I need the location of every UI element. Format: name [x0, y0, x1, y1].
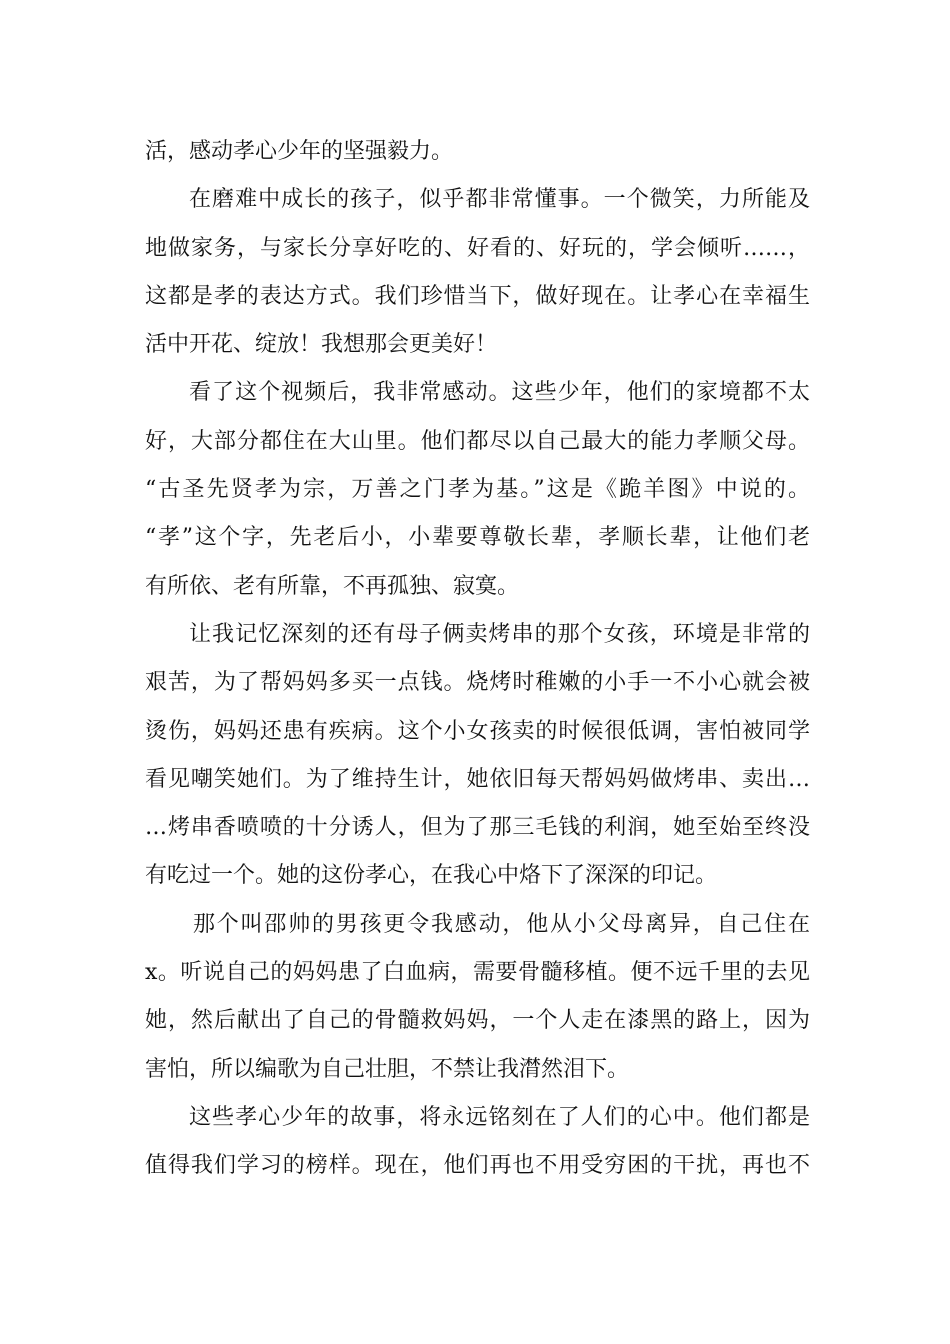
text-line: 有所依、老有所靠，不再孤独、寂寞。	[145, 573, 520, 599]
text-line: 活，感动孝心少年的坚强毅力。	[145, 139, 454, 164]
text-line: 地做家务，与家长分享好吃的、好看的、好玩的，学会倾听……，	[145, 235, 810, 261]
text-line: 这些孝心少年的故事，将永远铭刻在了人们的心中。他们都是	[189, 1104, 810, 1130]
text-line: 烫伤，妈妈还患有疾病。这个小女孩卖的时候很低调，害怕被同学	[145, 718, 810, 744]
text-line: 艰苦，为了帮妈妈多买一点钱。烧烤时稚嫩的小手一不小心就会被	[145, 670, 810, 696]
text-line: 活中开花、绽放！我想那会更美好！	[145, 332, 498, 358]
text-line: 好，大部分都住在大山里。他们都尽以自己最大的能力孝顺父母。	[145, 428, 810, 454]
text-line: 看了这个视频后，我非常感动。这些少年，他们的家境都不太	[189, 380, 810, 406]
text-line: …烤串香喷喷的十分诱人，但为了那三毛钱的利润，她至始至终没	[145, 815, 810, 841]
text-line: “古圣先贤孝为宗，万善之门孝为基。”这是《跪羊图》中说的。	[145, 477, 810, 503]
text-line: 她，然后献出了自己的骨髓救妈妈，一个人走在漆黑的路上，因为	[145, 1008, 810, 1034]
text-line: 值得我们学习的榜样。现在，他们再也不用受穷困的干扰，再也不	[145, 1153, 810, 1179]
text-line: 害怕，所以编歌为自己壮胆，不禁让我潸然泪下。	[145, 1056, 630, 1082]
text-line: 在磨难中成长的孩子，似乎都非常懂事。一个微笑，力所能及	[189, 187, 810, 213]
text-line: 看见嘲笑她们。为了维持生计，她依旧每天帮妈妈做烤串、卖出…	[145, 766, 810, 792]
body-text	[145, 128, 810, 1191]
text-line: 那个叫邵帅的男孩更令我感动，他从小父母离异，自己住在	[193, 911, 810, 937]
text-line: 让我记忆深刻的还有母子俩卖烤串的那个女孩，环境是非常的	[189, 621, 810, 647]
text-line: “孝”这个字，先老后小，小辈要尊敬长辈，孝顺长辈，让他们老	[145, 525, 810, 551]
text-line: x。听说自己的妈妈患了白血病，需要骨髓移植。便不远千里的去见	[145, 960, 810, 986]
text-line: 这都是孝的表达方式。我们珍惜当下，做好现在。让孝心在幸福生	[145, 283, 810, 309]
text-line: 有吃过一个。她的这份孝心，在我心中烙下了深深的印记。	[145, 863, 718, 889]
